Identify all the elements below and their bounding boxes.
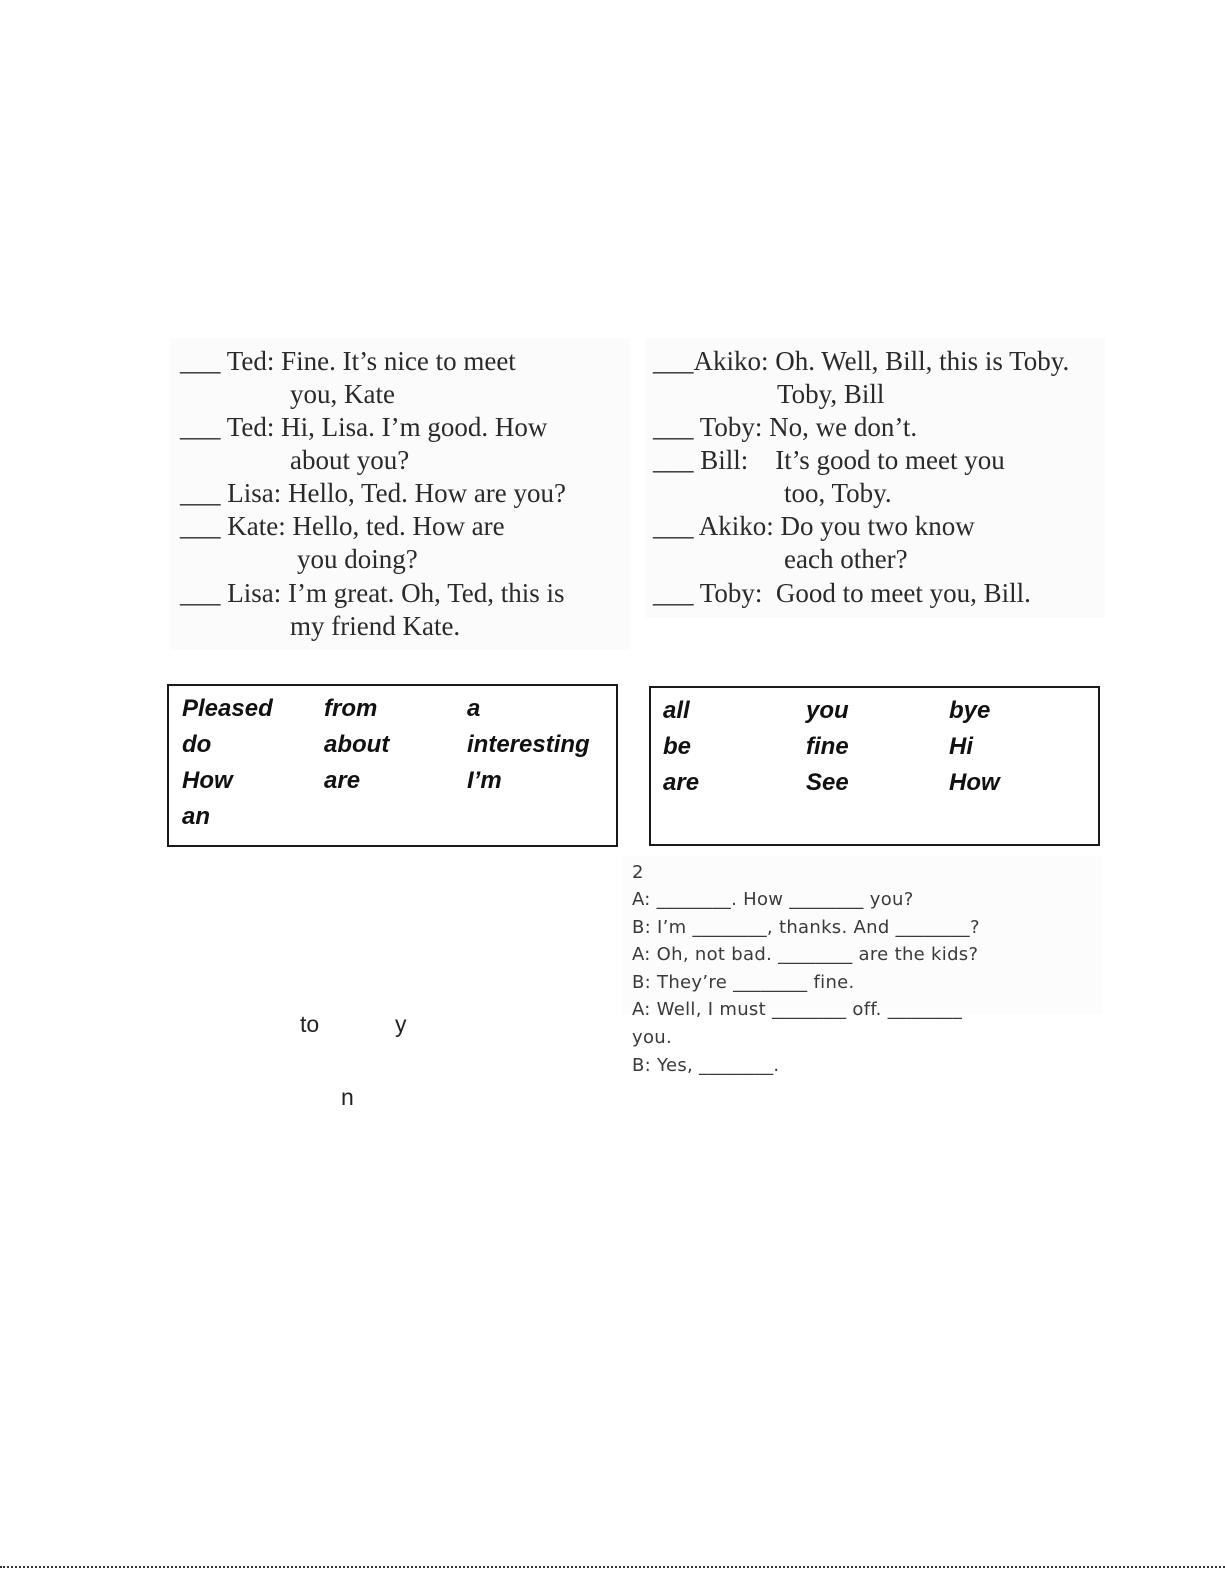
exercise-2-line: A: Oh, not bad. ________ are the kids? xyxy=(632,944,979,965)
word-box-word: a xyxy=(467,695,481,722)
word-box-word: Hi xyxy=(949,733,973,760)
word-box-word: fine xyxy=(806,733,849,760)
word-box-left xyxy=(167,684,618,847)
word-box-word: you xyxy=(806,697,849,724)
dialogue-left-line: ___ Kate: Hello, ted. How are xyxy=(180,511,505,541)
word-box-word: are xyxy=(324,767,361,794)
dialogue-left-line: you, Kate xyxy=(290,379,395,409)
word-box-word: How xyxy=(949,769,1000,796)
dialogue-right-line: Toby, Bill xyxy=(777,379,885,409)
dialogue-right-line: ___ Bill: It’s good to meet you xyxy=(653,445,1005,475)
word-box-word: from xyxy=(324,695,378,722)
word-box-word: How xyxy=(182,767,233,794)
word-box-word: Pleased xyxy=(182,695,273,722)
dialogue-right-line: ___ Toby: Good to meet you, Bill. xyxy=(653,578,1031,608)
dialogue-right-line: ___ Toby: No, we don’t. xyxy=(653,412,918,442)
exercise-2-line: A: Well, I must ________ off. ________ xyxy=(632,999,963,1020)
word-box-word: be xyxy=(663,733,692,760)
dialogue-left-line: ___ Ted: Fine. It’s nice to meet xyxy=(180,346,516,376)
dialogue-right-line: ___ Akiko: Do you two know xyxy=(653,511,975,541)
exercise-2-line: B: Yes, ________. xyxy=(632,1055,780,1076)
word-box-word: all xyxy=(663,697,690,724)
exercise-2-line: you. xyxy=(632,1027,672,1048)
dialogue-left-line: ___ Ted: Hi, Lisa. I’m good. How xyxy=(180,412,548,442)
dialogue-right-line: too, Toby. xyxy=(784,478,892,508)
dialogue-right-line: each other? xyxy=(784,544,908,574)
word-box-word: interesting xyxy=(467,731,590,758)
word-box-word: about xyxy=(324,731,390,758)
word-box-word: are xyxy=(663,769,700,796)
word-box-word: I’m xyxy=(467,767,502,794)
footer-divider xyxy=(0,1566,1225,1568)
dialogue-right-line: ___Akiko: Oh. Well, Bill, this is Toby. xyxy=(653,346,1070,376)
stray-text-y: y xyxy=(395,1011,407,1037)
dialogue-left-line: ___ Lisa: Hello, Ted. How are you? xyxy=(180,478,567,508)
word-box-word: bye xyxy=(949,697,991,724)
word-box-word: See xyxy=(806,769,849,796)
word-box-word: an xyxy=(182,803,211,830)
exercise-2-line: A: ________. How ________ you? xyxy=(632,889,914,910)
word-box-right xyxy=(649,686,1100,846)
dialogue-left-line: you doing? xyxy=(297,544,418,574)
stray-text-n: n xyxy=(341,1084,354,1110)
stray-text-to: to xyxy=(300,1011,320,1037)
dialogue-left-line: my friend Kate. xyxy=(290,611,461,641)
exercise-2-line: B: They’re ________ fine. xyxy=(632,972,855,993)
dialogue-left-line: about you? xyxy=(290,445,410,475)
exercise-2-number: 2 xyxy=(632,862,644,883)
exercise-2-line: B: I’m ________, thanks. And ________? xyxy=(632,917,980,938)
dialogue-left-line: ___ Lisa: I’m great. Oh, Ted, this is xyxy=(180,578,565,608)
word-box-word: do xyxy=(182,731,212,758)
